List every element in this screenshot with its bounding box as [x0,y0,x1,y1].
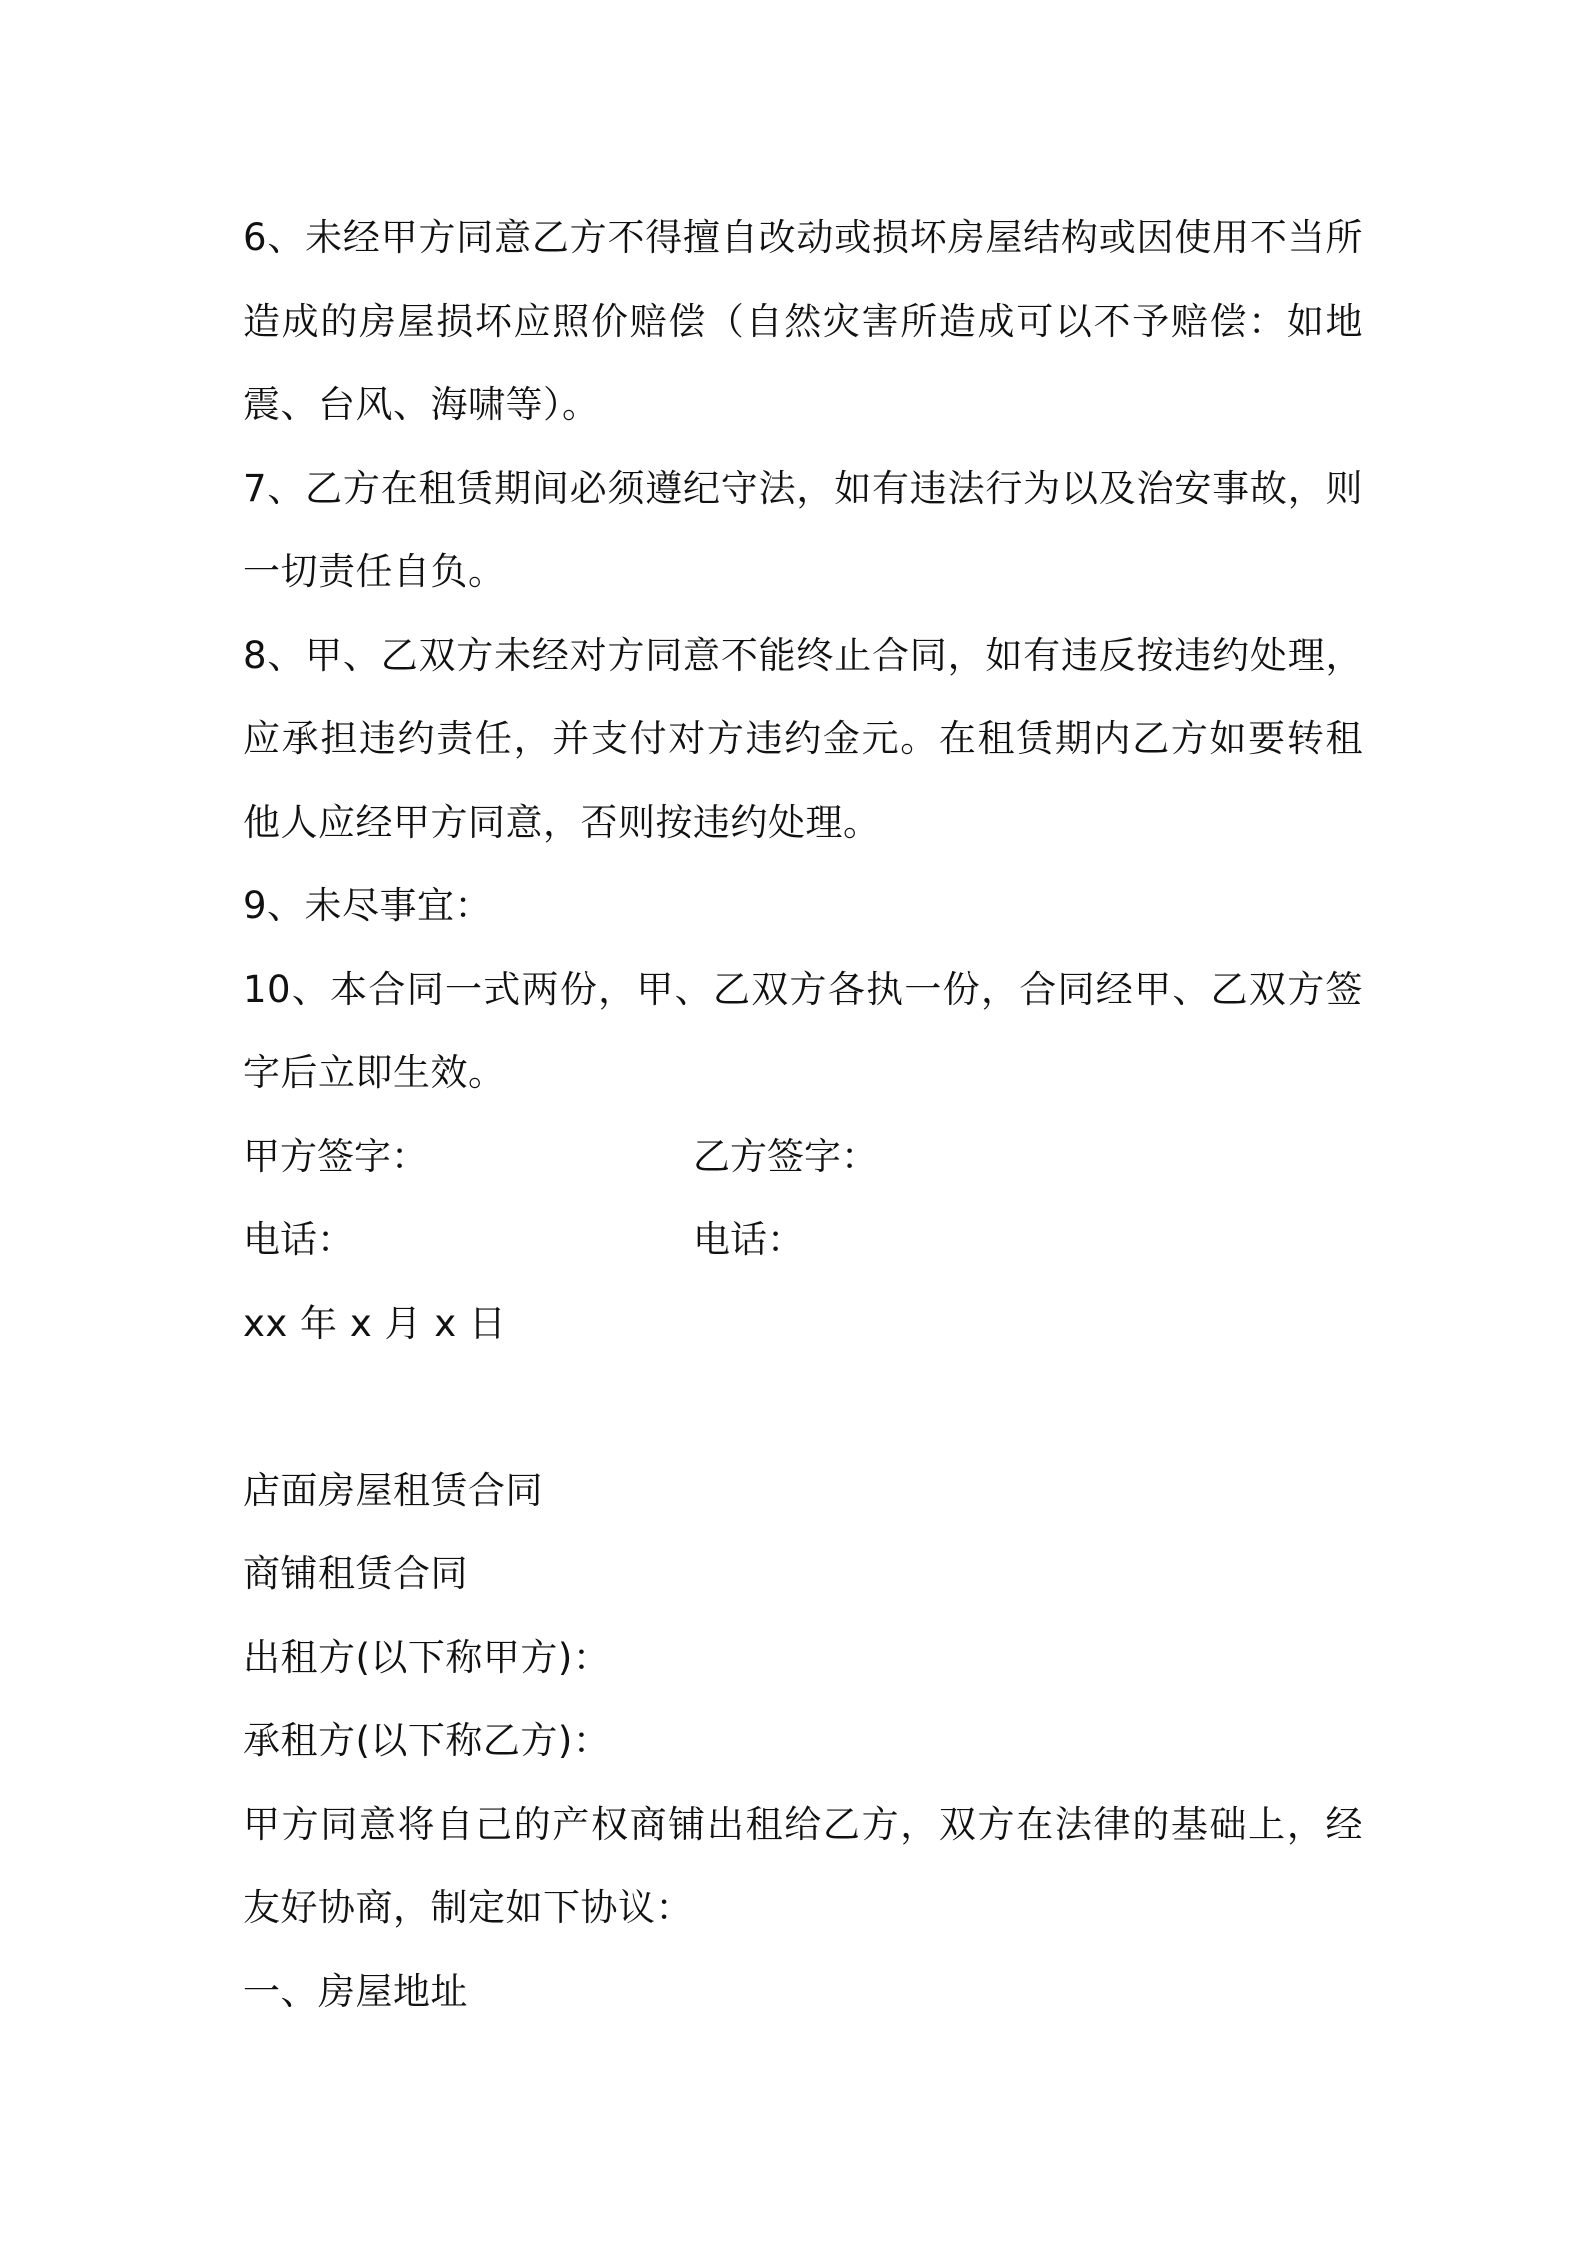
contract-subtitle: 商铺租赁合同 [243,1552,468,1595]
party-b-phone-label: 电话： [693,1218,804,1261]
signature-row [243,1115,1363,1199]
document-page [243,196,1363,2033]
phone-row [243,1198,1363,1282]
lessor-label: 出租方(以下称甲方)： [243,1635,611,1679]
clause-6: 6、未经甲方同意乙方不得擅自改动或损坏房屋结构或因使用不当所造成的房屋损坏应照价赔偿（自然灾害所造成可以不予赔偿：如地震、台风、海啸等）。 [243,216,1363,426]
clause-7: 7、乙方在租赁期间必须遵纪守法，如有违法行为以及治安事故，则一切责任自负。 [243,466,1363,593]
party-a-phone-label: 电话： [243,1218,354,1261]
contract-intro: 甲方同意将自己的产权商铺出租给乙方，双方在法律的基础上，经友好协商，制定如下协议： [243,1802,1363,1929]
party-a-sign-label: 甲方签字： [243,1134,428,1178]
clause-10: 10、本合同一式两份，甲、乙双方各执一份，合同经甲、乙双方签字后立即生效。 [243,967,1363,1094]
lessee-label: 承租方(以下称乙方)： [243,1719,611,1762]
party-b-sign-label: 乙方签字： [693,1134,878,1178]
section-gap [243,1365,1363,1449]
signing-date: xx 年 x 月 x 日 [243,1301,507,1345]
contract-title: 店面房屋租赁合同 [243,1468,543,1512]
clause-9: 9、未尽事宜： [243,884,493,927]
clause-8: 8、甲、乙双方未经对方同意不能终止合同，如有违反按违约处理，应承担违约责任，并支付对方违约金元。在租赁期内乙方如要转租他人应经甲方同意，否则按违约处理。 [243,633,1363,844]
section-heading-address: 一、房屋地址 [243,1969,468,2013]
